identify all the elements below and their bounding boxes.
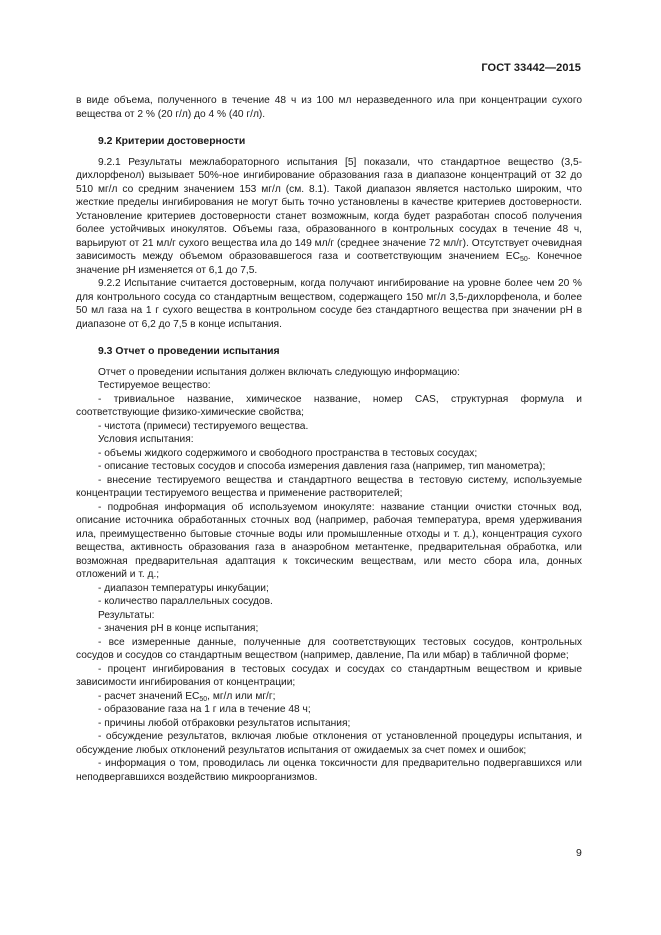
list-item: - значения рН в конце испытания;: [98, 623, 259, 634]
list-item: - внесение тестируемого вещества и стандартного вещества в тестовую систему, используемые концентрации тестируемого вещества и применение растворителей;: [76, 474, 582, 499]
standard-code: ГОСТ 33442—2015: [481, 62, 581, 74]
list-item: - объемы жидкого содержимого и свободного пространства в тестовых сосудах;: [98, 447, 478, 459]
ec50-subscript: 50: [519, 256, 528, 263]
paragraph-9-2-1-tail: . Конечное значение рН изменяется от 6,1 до 7,5.: [76, 251, 583, 276]
ec50-calc-units: , мг/л или мг/г;: [207, 690, 276, 702]
ec50-subscript: 50: [199, 695, 208, 703]
list-item: - описание тестовых сосудов и способа измерения давления газа (например, тип манометра);: [98, 461, 546, 472]
list-item: - чистота (примеси) тестируемого вещества.: [98, 420, 309, 432]
list-item: Отчет о проведении испытания должен включать следующую информацию:: [98, 366, 460, 378]
section-heading-9-2: 9.2 Критерии достоверности: [98, 136, 246, 147]
list-item: - обсуждение результатов, включая любые отклонения от установленной процедуры испытания, и обсуждение любых отклонений результатов испытания от ожидаемых за счет помех и ошибок;: [76, 731, 582, 756]
list-item: - подробная информация об используемом инокуляте: название станции очистки сточных вод, описание источника обработанных сточных вод (например, рабочая температура, время удерживания ила, преимущественно бытовые сточные воды или промышленные отходы и т. д.), концентрация сухого вещества, активность образования газа в анаэробном метантенке, предварительная обработка, или возможная предварительная адаптация к токсическим веществам, или место сбора ила, донных отложений и т. д.;: [76, 501, 582, 580]
list-item: Тестируемое вещество:: [98, 380, 211, 391]
list-item: - диапазон температуры инкубации;: [98, 582, 269, 594]
list-item: Результаты:: [98, 609, 155, 621]
list-item: - процент ингибирования в тестовых сосудах и сосудах со стандартным веществом и кривые зависимости ингибирования от концентрации;: [76, 663, 582, 688]
list-item: [76, 690, 582, 704]
list-item: - все измеренные данные, полученные для соответствующих тестовых сосудов, контрольных сосудов и сосудов со стандартным веществом (например, давление, Па или мбар) в табличной форме;: [76, 636, 582, 661]
paragraph-9-2-1: [76, 156, 582, 278]
list-item: - образование газа на 1 г ила в течение 48 ч;: [98, 704, 311, 715]
list-item: - причины любой отбраковки результатов испытания;: [98, 717, 351, 729]
list-item: - тривиальное название, химическое название, номер CAS, структурная формула и соответствующие физико-химические свойства;: [76, 393, 582, 418]
intro-paragraph: в виде объема, полученного в течение 48 ч из 100 мл неразведенного ила при концентрации сухого вещества от 2 % (20 г/л) до 4 % (40 г/л).: [76, 95, 582, 120]
list-item: - количество параллельных сосудов.: [98, 596, 273, 607]
paragraph-9-2-2: 9.2.2 Испытание считается достоверным, когда получают ингибирование на уровне более чем 20 % для контрольного сосуда со стандартным веществом, содержащего 150 мг/л 3,5-дихлорфенола, и более 50 мл газа на 1 г сухого вещества в контрольном сосуде без стандартного вещества при значении рН в диапазоне от 6,2 до 7,5 в конце испытания.: [76, 278, 582, 330]
document-body: [76, 94, 582, 784]
list-item: - информация о том, проводилась ли оценка токсичности для предварительно подвергавшихся или неподвергавшихся воздействию микроорганизмов.: [76, 758, 582, 783]
ec50-calc-text: - расчет значений EC: [98, 690, 200, 702]
page-number: 9: [576, 847, 582, 859]
list-item: Условия испытания:: [98, 434, 194, 445]
section-heading-9-3: 9.3 Отчет о проведении испытания: [98, 346, 280, 357]
paragraph-9-2-1-text: 9.2.1 Результаты межлабораторного испытания [5] показали, что стандартное вещество (3,5-дихлорфенол) вызывает 50%-ное ингибирование образования газа в диапазоне концентраций от 32 до 510 мг/л со средним значением 153 мг/л (см. 8.1). Такой диапазон является настолько широким, что жесткие пределы ингибирования не могут быть точно установлены в качестве критериев достоверности. Установление критериев достоверности станет возможным, когда будет разработан способ получения более устойчивых инокулятов. Объемы газа, образованного в контрольных сосудах в течение 48 ч, варьируют от 21 мл/г сухого вещества ила до 149 мл/г (среднее значение 72 мл/г). Отсутствует очевидная зависимость между объемом образовавшегося газа и соответствующим значением EC: [76, 156, 582, 262]
